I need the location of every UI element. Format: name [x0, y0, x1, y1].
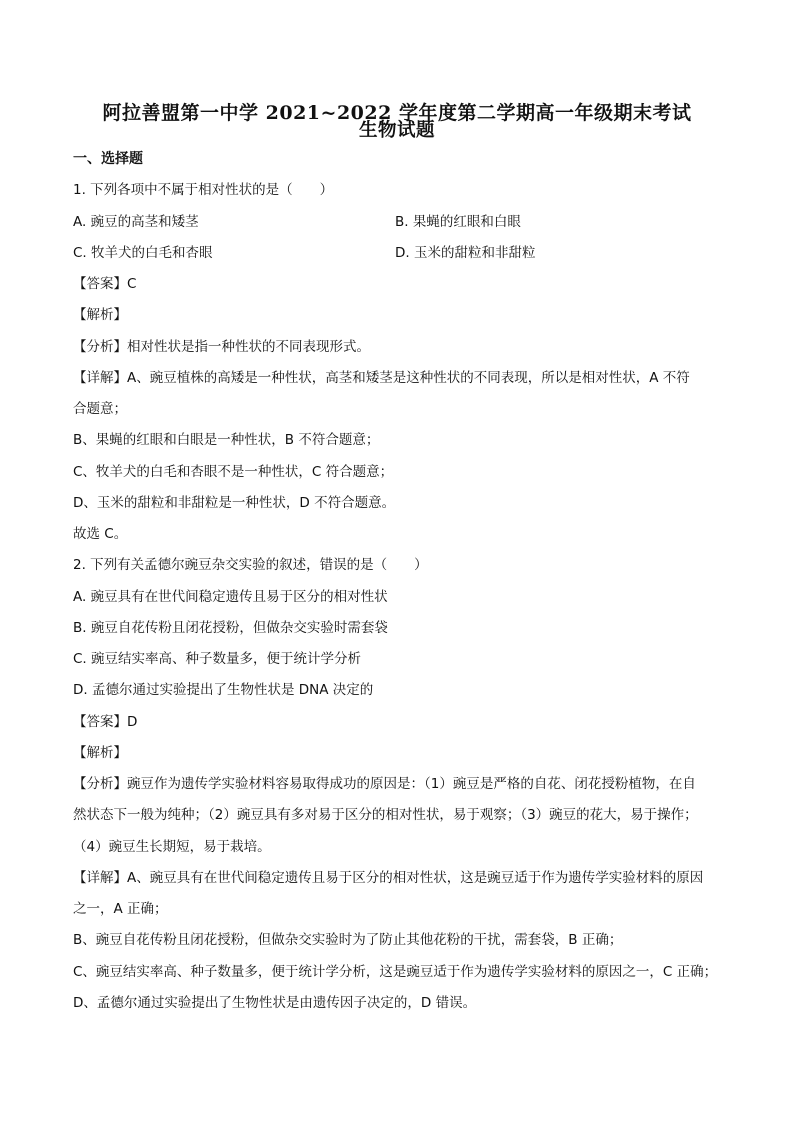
q1-detail-1: 【详解】A、豌豆植株的高矮是一种性状，高茎和矮茎是这种性状的不同表现，所以是相对性状，A 不符: [73, 370, 690, 386]
exam-subtitle: 生物试题: [358, 120, 435, 141]
q1-option-b: B. 果蝇的红眼和白眼: [395, 214, 521, 230]
q2-detail-4: C、豌豆结实率高、种子数量多，便于统计学分析，这是豌豆适于作为遗传学实验材料的原因之一，C 正确；: [73, 964, 718, 980]
q1-detail-5: D、玉米的甜粒和非甜粒是一种性状，D 不符合题意。: [73, 495, 396, 511]
q1-answer: 【答案】C: [73, 276, 137, 292]
q2-option-c: C. 豌豆结实率高、种子数量多，便于统计学分析: [73, 651, 362, 667]
q2-detail-2: 之一，A 正确；: [73, 901, 168, 917]
q1-conclusion: 故选 C。: [73, 526, 128, 542]
section-heading: 一、选择题: [73, 151, 143, 167]
q1-detail-3: B、果蝇的红眼和白眼是一种性状，B 不符合题意；: [73, 432, 380, 448]
q2-analysis-1: 【分析】豌豆作为遗传学实验材料容易取得成功的原因是：（1）豌豆是严格的自花、闭花授粉植物，在自: [73, 776, 696, 792]
q1-option-a: A. 豌豆的高茎和矮茎: [73, 214, 199, 230]
q1-analysis: 【分析】相对性状是指一种性状的不同表现形式。: [73, 339, 370, 355]
question-1: 1. 下列各项中不属于相对性状的是（ ）: [73, 182, 334, 198]
q2-detail-5: D、孟德尔通过实验提出了生物性状是由遗传因子决定的，D 错误。: [73, 995, 477, 1011]
q1-analysis-heading: 【解析】: [73, 307, 127, 323]
q1-option-d: D. 玉米的甜粒和非甜粒: [395, 245, 536, 261]
q2-analysis-3: （4）豌豆生长期短，易于栽培。: [73, 839, 271, 855]
q2-analysis-2: 然状态下一般为纯种；（2）豌豆具有多对易于区分的相对性状，易于观察；（3）豌豆的花大，易于操作；: [73, 807, 698, 823]
q2-detail-3: B、豌豆自花传粉且闭花授粉，但做杂交实验时为了防止其他花粉的干扰，需套袋，B 正确；: [73, 932, 623, 948]
q1-detail-4: C、牧羊犬的白毛和杏眼不是一种性状，C 符合题意；: [73, 464, 394, 480]
q2-analysis-heading: 【解析】: [73, 745, 127, 761]
exam-title: 阿拉善盟第一中学 2021~2022 学年度第二学期高一年级期末考试: [102, 102, 692, 124]
q2-option-d: D. 孟德尔通过实验提出了生物性状是 DNA 决定的: [73, 682, 374, 698]
q2-option-b: B. 豌豆自花传粉且闭花授粉，但做杂交实验时需套袋: [73, 620, 388, 636]
q1-detail-2: 合题意；: [73, 401, 127, 417]
q2-detail-1: 【详解】A、豌豆具有在世代间稳定遗传且易于区分的相对性状，这是豌豆适于作为遗传学实验材料的原因: [73, 870, 704, 886]
q2-answer: 【答案】D: [73, 714, 138, 730]
q1-option-c: C. 牧羊犬的白毛和杏眼: [73, 245, 213, 261]
question-2: 2. 下列有关孟德尔豌豆杂交实验的叙述，错误的是（ ）: [73, 557, 428, 573]
q2-option-a: A. 豌豆具有在世代间稳定遗传且易于区分的相对性状: [73, 589, 388, 605]
